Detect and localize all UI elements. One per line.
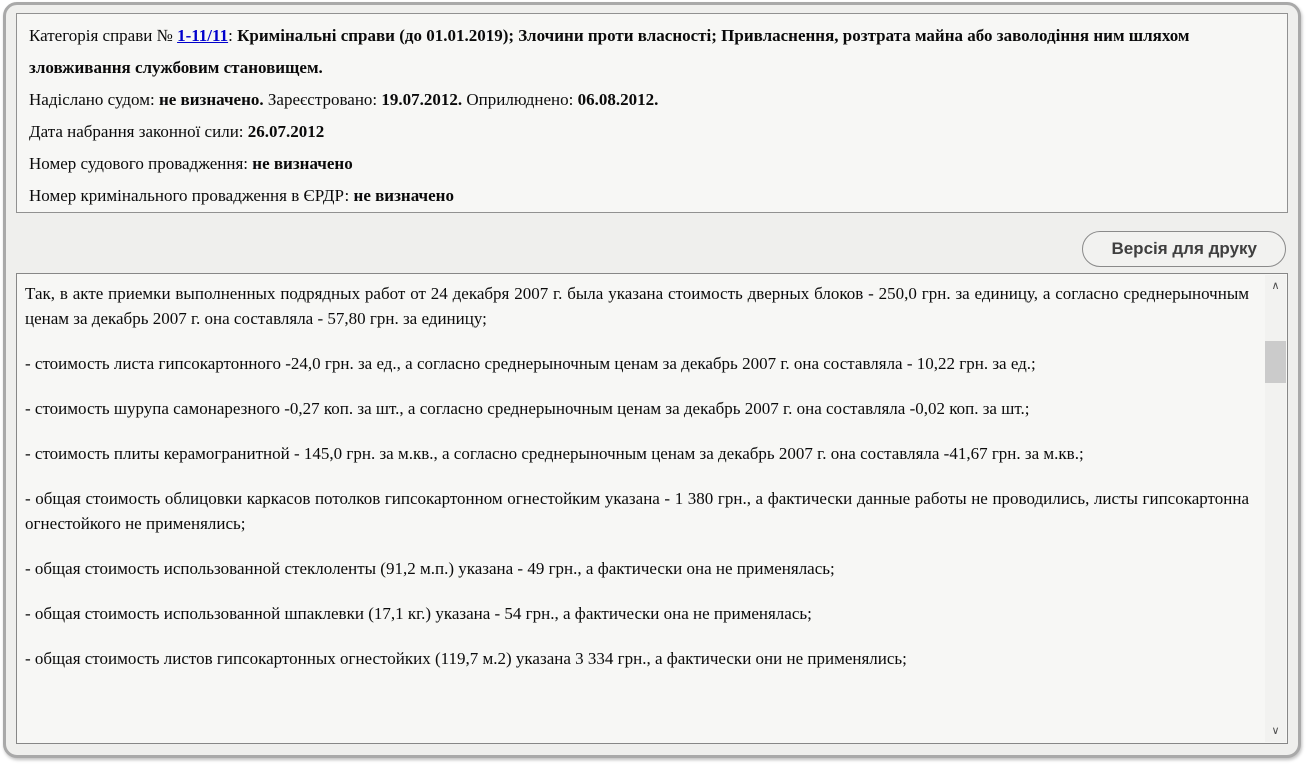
- case-number-link[interactable]: 1-11/11: [177, 26, 229, 45]
- registration-line: [29, 84, 1275, 116]
- criminal-proceeding-line: [29, 180, 1275, 212]
- doc-paragraph: - общая стоимость листов гипсокартонных огнестойких (119,7 м.2) указана 3 334 грн., а фактически они не применялись;: [25, 649, 907, 668]
- case-card: [3, 2, 1301, 758]
- print-toolbar: [1082, 231, 1286, 271]
- print-version-button[interactable]: Версія для друку: [1082, 231, 1286, 267]
- legal-force-label: Дата набрання законної сили:: [29, 122, 244, 141]
- document-content: [17, 274, 1265, 743]
- sent-label: Надіслано судом:: [29, 90, 155, 109]
- court-proceeding-label: Номер судового провадження:: [29, 154, 249, 173]
- criminal-proceeding-label: Номер кримінального провадження в ЄРДР:: [29, 186, 350, 205]
- sent-value: не визначено.: [158, 90, 264, 109]
- chevron-up-icon[interactable]: ∧: [1271, 279, 1280, 292]
- criminal-proceeding-value: не визначено: [353, 186, 454, 205]
- doc-paragraph: - общая стоимость использованной стеклоленты (91,2 м.п.) указана - 49 грн., а фактически она не применялась;: [25, 559, 835, 578]
- court-proceeding-line: [29, 148, 1275, 180]
- case-info-box: [16, 13, 1288, 213]
- doc-paragraph: - общая стоимость использованной шпаклевки (17,1 кг.) указана - 54 грн., а фактически она не применялась;: [25, 604, 812, 623]
- legal-force-value: 26.07.2012: [247, 122, 325, 141]
- document-text-area[interactable]: [16, 273, 1288, 744]
- published-value: 06.08.2012.: [577, 90, 659, 109]
- case-category-colon: :: [228, 26, 233, 45]
- registered-label: Зареєстровано:: [267, 90, 378, 109]
- doc-paragraph: - стоимость листа гипсокартонного -24,0 грн. за ед., а согласно среднерыночным ценам за декабрь 2007 г. она составляла - 10,22 грн. за ед.;: [25, 354, 1036, 373]
- doc-paragraph: Так, в акте приемки выполненных подрядных работ от 24 декабря 2007 г. была указана стоимость дверных блоков - 250,0 грн. за единицу, а согласно среднерыночным ценам за декабрь 2007 г. она составляла - 57,80 грн. за единицу;: [25, 284, 1249, 328]
- case-category-line: [29, 20, 1275, 84]
- legal-force-line: [29, 116, 1275, 148]
- scrollbar-thumb[interactable]: [1265, 341, 1286, 383]
- doc-paragraph: - стоимость плиты керамогранитной - 145,0 грн. за м.кв., а согласно среднерыночным ценам за декабрь 2007 г. она составляла -41,67 грн. за м.кв.;: [25, 444, 1084, 463]
- chevron-down-icon[interactable]: ∨: [1271, 724, 1280, 737]
- case-category-value: Кримінальні справи (до 01.01.2019); Злочини проти власності; Привласнення, розтрата майна або заволодіння ним шляхом зловживання службовим становищем.: [29, 26, 1190, 77]
- published-label: Оприлюднено:: [466, 90, 574, 109]
- doc-paragraph: - стоимость шурупа самонарезного -0,27 коп. за шт., а согласно среднерыночным ценам за декабрь 2007 г. она составляла -0,02 коп. за шт.;: [25, 399, 1030, 418]
- vertical-scrollbar[interactable]: [1265, 275, 1286, 742]
- registered-value: 19.07.2012.: [381, 90, 463, 109]
- case-category-label: Категорія справи №: [29, 26, 173, 45]
- court-proceeding-value: не визначено: [252, 154, 353, 173]
- doc-paragraph: - общая стоимость облицовки каркасов потолков гипсокартонном огнестойким указана - 1 380 грн., а фактически данные работы не проводились, листы гипсокартонна огнестойкого не применялись;: [25, 489, 1249, 533]
